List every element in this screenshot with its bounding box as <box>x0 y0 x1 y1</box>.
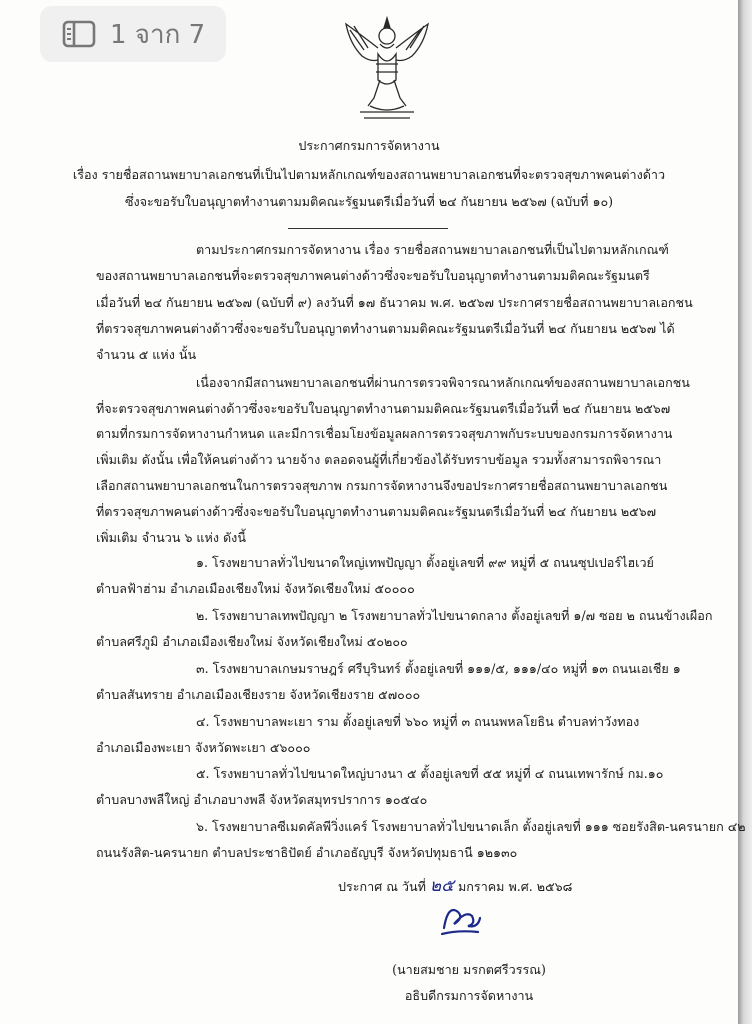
signer-name: (นายสมชาย มรกตศรีวรรณ) <box>392 962 546 977</box>
date-day: ๒๕ <box>429 876 454 896</box>
list-item: ๖. โรงพยาบาลซีเมดคัลพีวิ่งแคร์ โรงพยาบาลทั่วไปขนาดเล็ก ตั้งอยู่เลขที่ ๑๑๑ ซอยรังสิต-นครนายก ๔๒ <box>196 819 746 834</box>
list-item: ๑. โรงพยาบาลทั่วไปขนาดใหญ่เทพปัญญา ตั้งอยู่เลขที่ ๙๙ หมู่ที่ ๕ ถนนซุปเปอร์ไฮเวย์ <box>196 555 654 570</box>
divider <box>288 228 448 229</box>
paragraph-1-line: จำนวน ๕ แห่ง นั้น <box>96 347 197 362</box>
paragraph-1-line: เมื่อวันที่ ๒๔ กันยายน ๒๕๖๗ (ฉบับที่ ๙) ลงวันที่ ๑๗ ธันวาคม พ.ศ. ๒๕๖๗ ประกาศรายชื่อสถานพยาบาลเอกชน <box>96 295 693 310</box>
list-item: ๓. โรงพยาบาลเกษมราษฎร์ ศรีบุรินทร์ ตั้งอยู่เลขที่ ๑๑๑/๕, ๑๑๑/๔๐ หมู่ที่ ๑๓ ถนนเอเชีย ๑ <box>196 661 681 676</box>
date-line <box>338 872 572 899</box>
subject-line-1: เรื่อง รายชื่อสถานพยาบาลเอกชนที่เป็นไปตามหลักเกณฑ์ของสถานพยาบาลเอกชนที่จะตรวจสุขภาพคนต่างด้าว <box>72 167 666 182</box>
sidebar-panel-icon[interactable] <box>62 20 96 48</box>
page-indicator[interactable] <box>40 6 226 62</box>
paragraph-2-line: เนื่องจากมีสถานพยาบาลเอกชนที่ผ่านการตรวจพิจารณาหลักเกณฑ์ของสถานพยาบาลเอกชน <box>196 375 690 390</box>
paragraph-2-line: ที่ตรวจสุขภาพคนต่างด้าวซึ่งจะขอรับใบอนุญาตทำงานตามมติคณะรัฐมนตรีเมื่อวันที่ ๒๔ กันยายน ๒๕๖๗ <box>96 504 657 519</box>
list-item-address: ตำบลบางพลีใหญ่ อำเภอบางพลี จังหวัดสมุทรปราการ ๑๐๕๔๐ <box>96 792 428 807</box>
paragraph-1-line: ตามประกาศกรมการจัดหางาน เรื่อง รายชื่อสถานพยาบาลเอกชนที่เป็นไปตามหลักเกณฑ์ <box>196 242 669 257</box>
page-indicator-text: 1 จาก 7 <box>110 19 206 50</box>
paragraph-1-line: ที่ตรวจสุขภาพคนต่างด้าวซึ่งจะขอรับใบอนุญาตทำงานตามมติคณะรัฐมนตรีเมื่อวันที่ ๒๔ กันยายน ๒๕๖๗ ได้ <box>96 321 675 336</box>
paragraph-1-line: ของสถานพยาบาลเอกชนที่จะตรวจสุขภาพคนต่างด้าวซึ่งจะขอรับใบอนุญาตทำงานตามมติคณะรัฐมนตรี <box>96 268 650 283</box>
date-prefix: ประกาศ ณ วันที่ <box>338 879 426 894</box>
list-item-address: ตำบลสันทราย อำเภอเมืองเชียงราย จังหวัดเชียงราย ๕๗๐๐๐ <box>96 687 421 702</box>
paragraph-2-line: เพิ่มเติม จำนวน ๖ แห่ง ดังนี้ <box>96 530 246 545</box>
garuda-emblem <box>340 14 434 122</box>
paragraph-2-line: เลือกสถานพยาบาลเอกชนในการตรวจสุขภาพ กรมการจัดหางานจึงขอประกาศรายชื่อสถานพยาบาลเอกชน <box>96 478 668 493</box>
page-title: ประกาศกรมการจัดหางาน <box>298 138 440 153</box>
subject-line-2: ซึ่งจะขอรับใบอนุญาตทำงานตามมติคณะรัฐมนตรีเมื่อวันที่ ๒๔ กันยายน ๒๕๖๗ (ฉบับที่ ๑๐) <box>124 194 614 209</box>
signer-title: อธิบดีกรมการจัดหางาน <box>404 988 534 1003</box>
list-item-address: ตำบลศรีภูมิ อำเภอเมืองเชียงใหม่ จังหวัดเชียงใหม่ ๕๐๒๐๐ <box>96 634 408 649</box>
list-item-address: อำเภอเมืองพะเยา จังหวัดพะเยา ๕๖๐๐๐ <box>96 740 311 755</box>
list-item-address: ถนนรังสิต-นครนายก ตำบลประชาธิปัตย์ อำเภอธัญบุรี จังหวัดปทุมธานี ๑๒๑๓๐ <box>96 845 518 860</box>
paragraph-2-line: เพิ่มเติม ดังนั้น เพื่อให้คนต่างด้าว นายจ้าง ตลอดจนผู้ที่เกี่ยวข้องได้รับทราบข้อมูล รวมทั้งสามารถพิจารณา <box>96 452 662 467</box>
list-item: ๒. โรงพยาบาลเทพปัญญา ๒ โรงพยาบาลทั่วไปขนาดกลาง ตั้งอยู่เลขที่ ๑/๗ ซอย ๒ ถนนข้างเผือก <box>196 608 713 623</box>
list-item: ๔. โรงพยาบาลพะเยา ราม ตั้งอยู่เลขที่ ๖๖๐ หมู่ที่ ๓ ถนนพหลโยธิน ตำบลท่าวังทอง <box>196 714 640 729</box>
paragraph-2-line: ตามที่กรมการจัดหางานกำหนด และมีการเชื่อมโยงข้อมูลผลการตรวจสุขภาพกับระบบของกรมการจัดหางาน <box>96 426 673 441</box>
signature <box>438 898 484 938</box>
date-suffix: มกราคม พ.ศ. ๒๕๖๘ <box>458 879 573 894</box>
list-item: ๕. โรงพยาบาลทั่วไปขนาดใหญ่บางนา ๕ ตั้งอยู่เลขที่ ๕๕ หมู่ที่ ๔ ถนนเทพารักษ์ กม.๑๐ <box>196 766 664 781</box>
page-edge <box>738 0 752 1024</box>
list-item-address: ตำบลฟ้าฮ่าม อำเภอเมืองเชียงใหม่ จังหวัดเชียงใหม่ ๕๐๐๐๐ <box>96 581 415 596</box>
paragraph-2-line: ที่จะตรวจสุขภาพคนต่างด้าวซึ่งจะขอรับใบอนุญาตทำงานตามมติคณะรัฐมนตรีเมื่อวันที่ ๒๔ กันยายน ๒๕๖๗ <box>96 401 671 416</box>
